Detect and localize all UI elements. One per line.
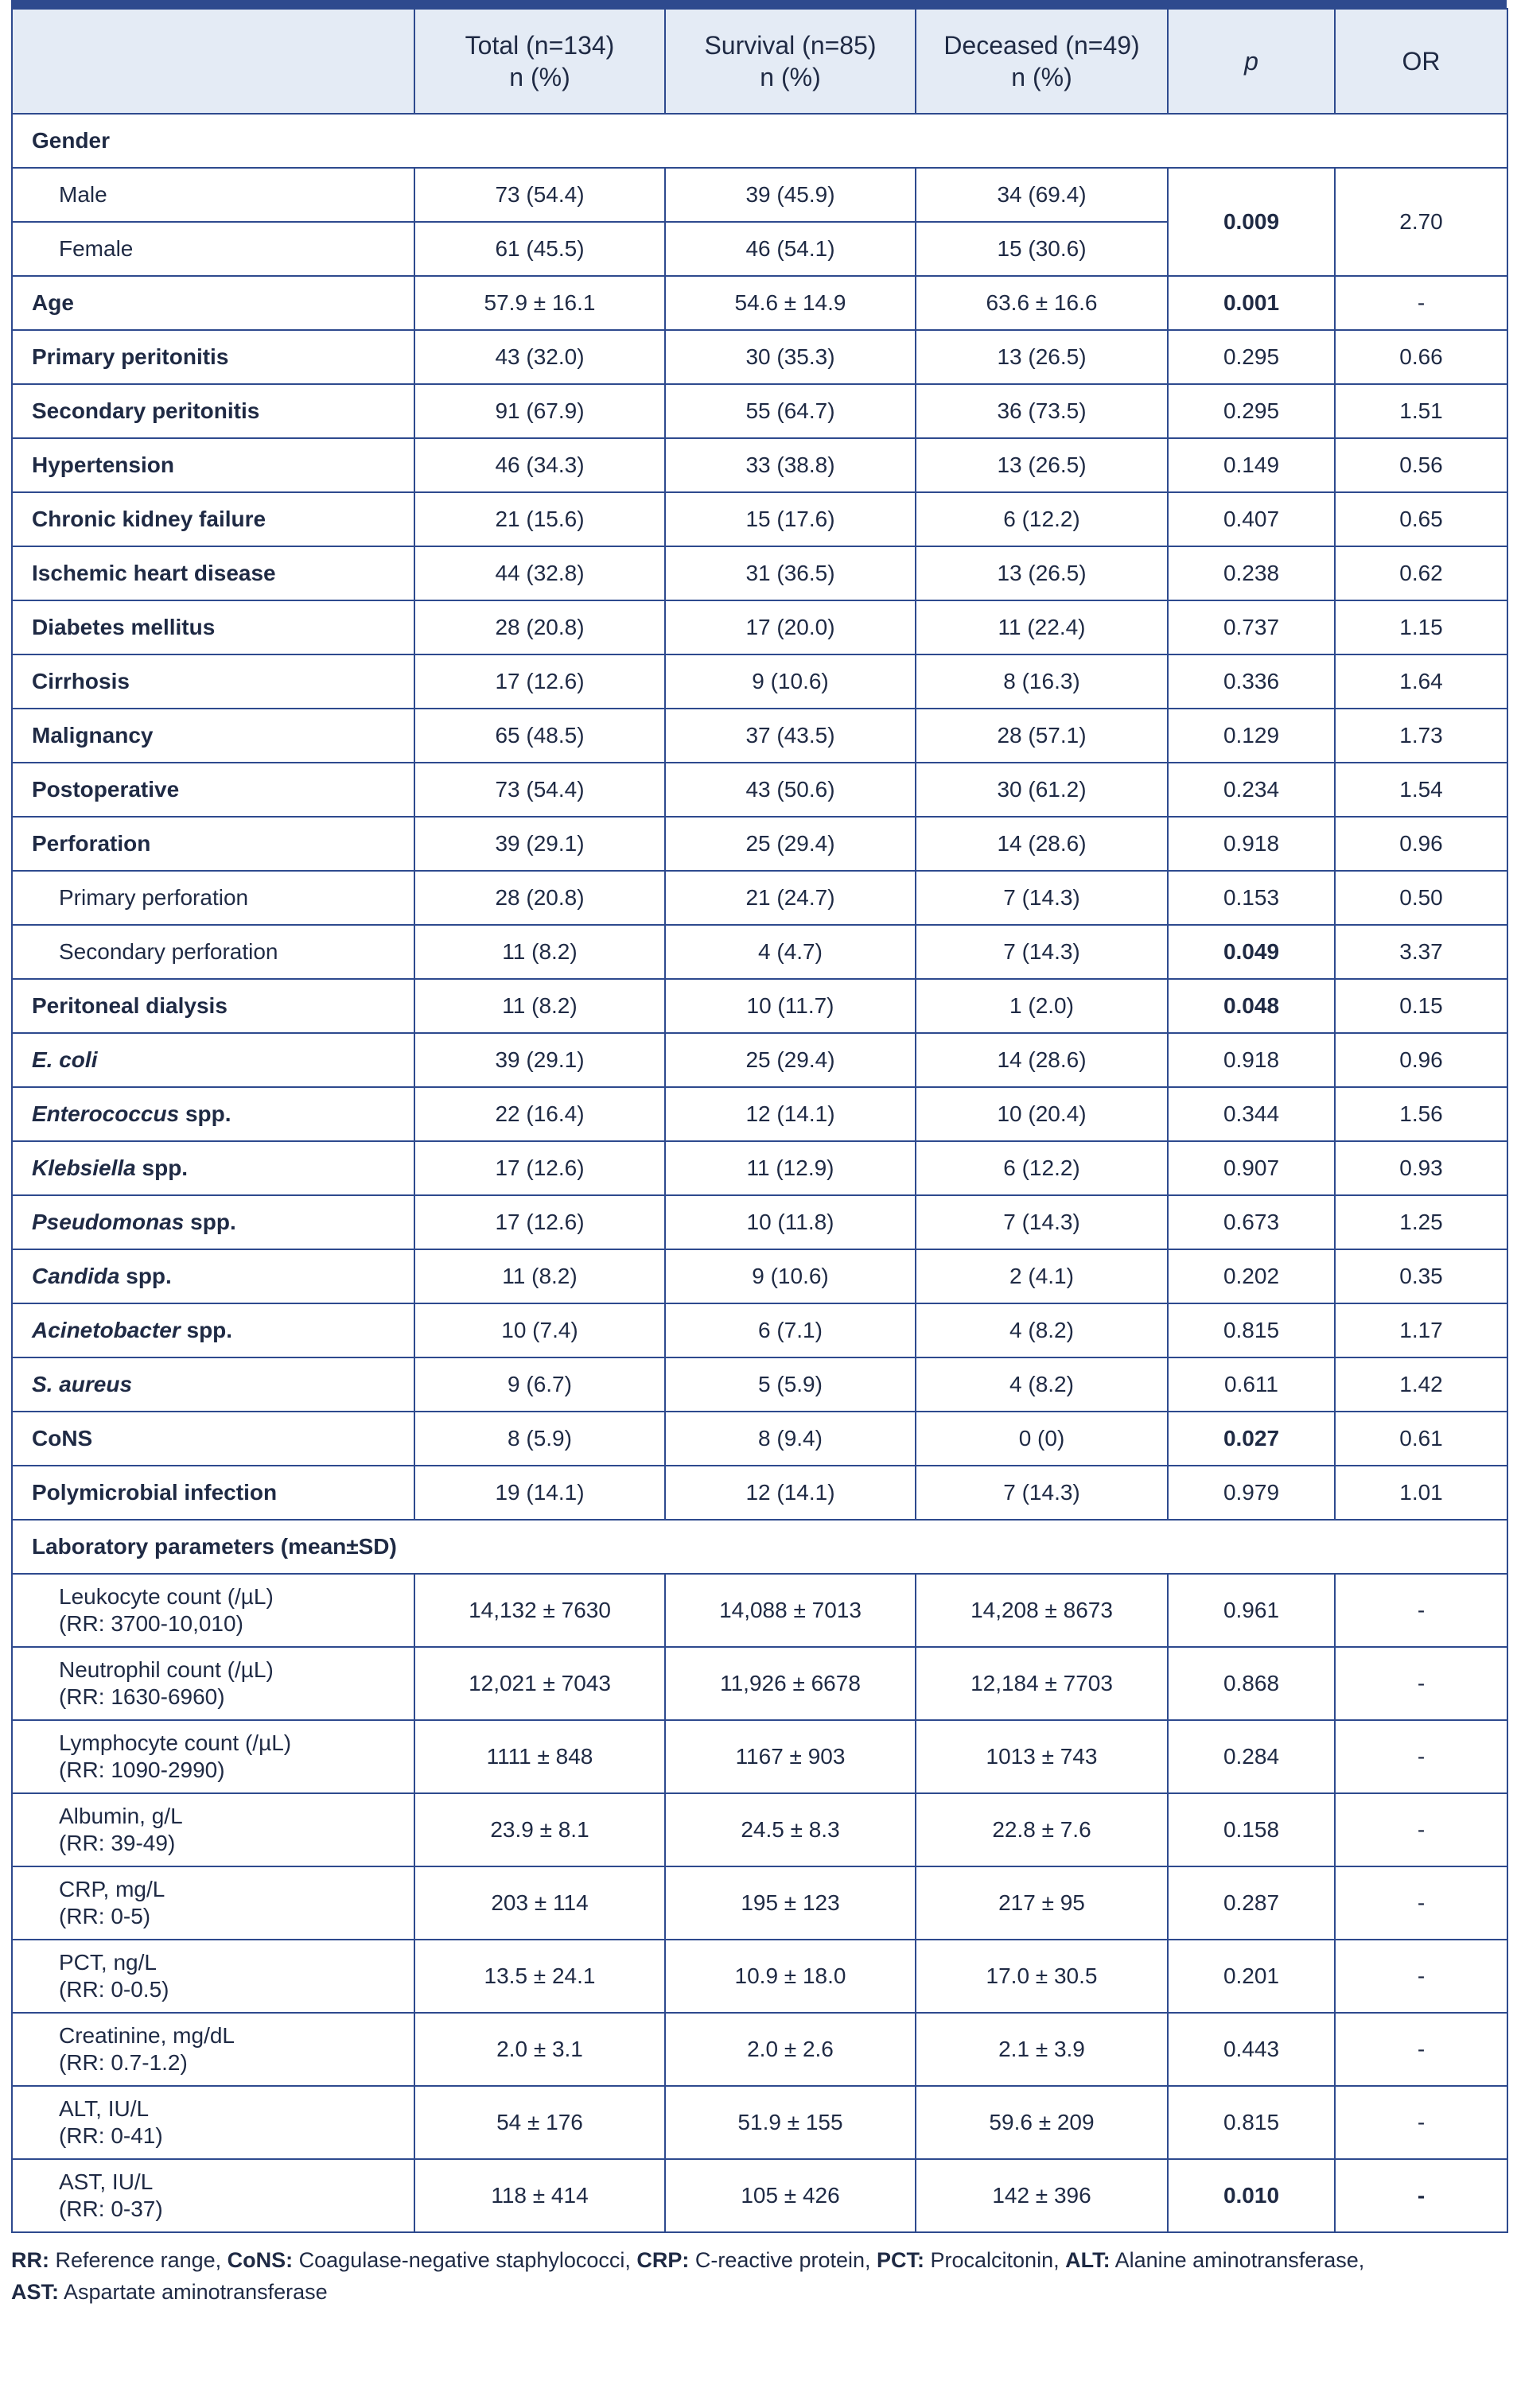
cell-deceased: 36 (73.5) [916,384,1168,438]
row-label: PCT, ng/L (RR: 0-0.5) [12,1940,414,2013]
table-row [12,1141,1507,1195]
table-row [12,2159,1507,2232]
table-row [12,276,1507,330]
row-label: Polymicrobial infection [12,1466,414,1520]
cell-or: 0.65 [1335,492,1507,546]
table-row [12,817,1507,871]
row-label: S. aureus [12,1357,414,1412]
cell-survival: 14,088 ± 7013 [665,1574,916,1647]
cell-total: 73 (54.4) [414,168,665,222]
cell-survival: 9 (10.6) [665,1249,916,1303]
table-row [12,1574,1507,1647]
cell-survival: 17 (20.0) [665,600,916,654]
cell-p: 0.009 [1168,168,1335,276]
row-label: Leukocyte count (/µL) (RR: 3700-10,010) [12,1574,414,1647]
row-label: Cirrhosis [12,654,414,709]
table-row [12,1412,1507,1466]
cell-or: 3.37 [1335,925,1507,979]
cell-p: 0.049 [1168,925,1335,979]
cell-deceased: 59.6 ± 209 [916,2086,1168,2159]
footnote: RR: Reference range, CoNS: Coagulase-negative staphylococci, CRP: C-reactive protein, PCT: Procalcitonin, ALT: Alanine aminotransferase, AST: Aspartate aminotransferase [11,2248,1365,2304]
cell-deceased: 8 (16.3) [916,654,1168,709]
cell-p: 0.284 [1168,1720,1335,1793]
cell-total: 54 ± 176 [414,2086,665,2159]
cell-or: 0.35 [1335,1249,1507,1303]
row-label: Neutrophil count (/µL) (RR: 1630-6960) [12,1647,414,1720]
row-label: Diabetes mellitus [12,600,414,654]
table-row [12,1249,1507,1303]
table-row [12,1940,1507,2013]
cell-deceased: 142 ± 396 [916,2159,1168,2232]
cell-survival: 25 (29.4) [665,1033,916,1087]
section-gender [12,114,1507,168]
cell-deceased: 2 (4.1) [916,1249,1168,1303]
cell-total: 46 (34.3) [414,438,665,492]
cell-p: 0.201 [1168,1940,1335,2013]
cell-deceased: 4 (8.2) [916,1303,1168,1357]
cell-p: 0.027 [1168,1412,1335,1466]
cell-survival: 31 (36.5) [665,546,916,600]
cell-total: 10 (7.4) [414,1303,665,1357]
cell-total: 203 ± 114 [414,1866,665,1940]
cell-p: 0.443 [1168,2013,1335,2086]
cell-deceased: 7 (14.3) [916,925,1168,979]
table-row [12,1303,1507,1357]
table-row [12,438,1507,492]
cell-total: 28 (20.8) [414,600,665,654]
cell-survival: 10 (11.8) [665,1195,916,1249]
row-label: Postoperative [12,763,414,817]
cell-survival: 46 (54.1) [665,222,916,276]
cell-or: 0.96 [1335,1033,1507,1087]
cell-total: 73 (54.4) [414,763,665,817]
cell-survival: 11 (12.9) [665,1141,916,1195]
row-label: Klebsiella spp. [12,1141,414,1195]
cell-deceased: 34 (69.4) [916,168,1168,222]
cell-or: 1.15 [1335,600,1507,654]
cell-total: 23.9 ± 8.1 [414,1793,665,1866]
header-or: OR [1335,9,1507,114]
cell-or: 1.25 [1335,1195,1507,1249]
cell-total: 19 (14.1) [414,1466,665,1520]
row-label: Secondary perforation [12,925,414,979]
cell-deceased: 14 (28.6) [916,817,1168,871]
cell-survival: 25 (29.4) [665,817,916,871]
cell-or: 1.73 [1335,709,1507,763]
cell-survival: 195 ± 123 [665,1866,916,1940]
cell-survival: 51.9 ± 155 [665,2086,916,2159]
cell-p: 0.979 [1168,1466,1335,1520]
row-label: CRP, mg/L (RR: 0-5) [12,1866,414,1940]
cell-p: 0.158 [1168,1793,1335,1866]
table-row [12,1793,1507,1866]
cell-or: 1.54 [1335,763,1507,817]
cell-or: 0.61 [1335,1412,1507,1466]
cell-or: 0.15 [1335,979,1507,1033]
table-row [12,1647,1507,1720]
cell-p: 0.234 [1168,763,1335,817]
table-row [12,1195,1507,1249]
cell-survival: 15 (17.6) [665,492,916,546]
row-label: Perforation [12,817,414,871]
cell-survival: 10 (11.7) [665,979,916,1033]
cell-total: 2.0 ± 3.1 [414,2013,665,2086]
cell-deceased: 17.0 ± 30.5 [916,1940,1168,2013]
cell-survival: 43 (50.6) [665,763,916,817]
cell-total: 44 (32.8) [414,546,665,600]
cell-survival: 1167 ± 903 [665,1720,916,1793]
cell-p: 0.961 [1168,1574,1335,1647]
cell-p: 0.238 [1168,546,1335,600]
row-label: Albumin, g/L (RR: 39-49) [12,1793,414,1866]
cell-total: 57.9 ± 16.1 [414,276,665,330]
header-row [12,9,1507,114]
cell-survival: 8 (9.4) [665,1412,916,1466]
cell-or: 1.56 [1335,1087,1507,1141]
cell-total: 9 (6.7) [414,1357,665,1412]
cell-survival: 55 (64.7) [665,384,916,438]
cell-or: 0.56 [1335,438,1507,492]
cell-total: 12,021 ± 7043 [414,1647,665,1720]
row-label: Primary peritonitis [12,330,414,384]
cell-survival: 6 (7.1) [665,1303,916,1357]
cell-deceased: 13 (26.5) [916,330,1168,384]
cell-survival: 4 (4.7) [665,925,916,979]
row-label: Ischemic heart disease [12,546,414,600]
table-row [12,2013,1507,2086]
cell-total: 43 (32.0) [414,330,665,384]
cell-p: 0.673 [1168,1195,1335,1249]
cell-or: - [1335,1866,1507,1940]
cell-total: 91 (67.9) [414,384,665,438]
cell-p: 0.153 [1168,871,1335,925]
cell-total: 11 (8.2) [414,1249,665,1303]
cell-p: 0.815 [1168,2086,1335,2159]
cell-survival: 21 (24.7) [665,871,916,925]
cell-survival: 39 (45.9) [665,168,916,222]
cell-p: 0.001 [1168,276,1335,330]
cell-survival: 2.0 ± 2.6 [665,2013,916,2086]
row-label: Secondary peritonitis [12,384,414,438]
cell-deceased: 7 (14.3) [916,871,1168,925]
cell-deceased: 7 (14.3) [916,1466,1168,1520]
cell-p: 0.149 [1168,438,1335,492]
cell-deceased: 7 (14.3) [916,1195,1168,1249]
cell-p: 0.907 [1168,1141,1335,1195]
cell-total: 118 ± 414 [414,2159,665,2232]
cell-or: 1.01 [1335,1466,1507,1520]
cell-deceased: 22.8 ± 7.6 [916,1793,1168,1866]
row-label: ALT, IU/L (RR: 0-41) [12,2086,414,2159]
cell-or: 1.64 [1335,654,1507,709]
cell-p: 0.129 [1168,709,1335,763]
cell-deceased: 6 (12.2) [916,1141,1168,1195]
cell-total: 11 (8.2) [414,979,665,1033]
cell-deceased: 13 (26.5) [916,438,1168,492]
cell-or: - [1335,1720,1507,1793]
cell-deceased: 1 (2.0) [916,979,1168,1033]
table-row [12,654,1507,709]
cell-total: 28 (20.8) [414,871,665,925]
cell-total: 14,132 ± 7630 [414,1574,665,1647]
row-label: Age [12,276,414,330]
row-label: Peritoneal dialysis [12,979,414,1033]
table-row [12,384,1507,438]
row-label: Chronic kidney failure [12,492,414,546]
table-row [12,546,1507,600]
cell-deceased: 28 (57.1) [916,709,1168,763]
table-row [12,709,1507,763]
cell-p: 0.868 [1168,1647,1335,1720]
cell-p: 0.202 [1168,1249,1335,1303]
cell-p: 0.611 [1168,1357,1335,1412]
cell-deceased: 1013 ± 743 [916,1720,1168,1793]
cell-total: 8 (5.9) [414,1412,665,1466]
cell-p: 0.336 [1168,654,1335,709]
cell-p: 0.295 [1168,384,1335,438]
table-row [12,979,1507,1033]
cell-total: 13.5 ± 24.1 [414,1940,665,2013]
table-row [12,330,1507,384]
cell-or: 0.50 [1335,871,1507,925]
cell-survival: 5 (5.9) [665,1357,916,1412]
row-label: E. coli [12,1033,414,1087]
cell-deceased: 2.1 ± 3.9 [916,2013,1168,2086]
cell-or: 1.42 [1335,1357,1507,1412]
cell-total: 39 (29.1) [414,1033,665,1087]
cell-or: 0.66 [1335,330,1507,384]
cell-or: - [1335,2159,1507,2232]
table-row [12,1866,1507,1940]
table-row [12,492,1507,546]
cell-survival: 33 (38.8) [665,438,916,492]
cell-p: 0.287 [1168,1866,1335,1940]
section-label: Gender [12,114,1507,168]
cell-deceased: 0 (0) [916,1412,1168,1466]
cell-deceased: 12,184 ± 7703 [916,1647,1168,1720]
cell-p: 0.918 [1168,817,1335,871]
cell-deceased: 217 ± 95 [916,1866,1168,1940]
table-row [12,1466,1507,1520]
cell-or: - [1335,2086,1507,2159]
row-label: Hypertension [12,438,414,492]
cell-or: - [1335,1574,1507,1647]
section-label: Laboratory parameters (mean±SD) [12,1520,1507,1574]
row-label: Enterococcus spp. [12,1087,414,1141]
row-label: Malignancy [12,709,414,763]
row-label: Pseudomonas spp. [12,1195,414,1249]
cell-p: 0.344 [1168,1087,1335,1141]
cell-or: 2.70 [1335,168,1507,276]
cell-deceased: 15 (30.6) [916,222,1168,276]
cell-or: - [1335,276,1507,330]
table-row [12,2086,1507,2159]
cell-total: 22 (16.4) [414,1087,665,1141]
table-row [12,925,1507,979]
cell-or: 0.93 [1335,1141,1507,1195]
cell-p: 0.295 [1168,330,1335,384]
top-rule [11,0,1507,8]
cell-total: 1111 ± 848 [414,1720,665,1793]
cell-or: - [1335,1793,1507,1866]
table-row [12,1087,1507,1141]
cell-p: 0.048 [1168,979,1335,1033]
table-row [12,1357,1507,1412]
row-label: CoNS [12,1412,414,1466]
cell-total: 17 (12.6) [414,1195,665,1249]
cell-or: 0.62 [1335,546,1507,600]
table-row [12,1033,1507,1087]
cell-deceased: 10 (20.4) [916,1087,1168,1141]
cell-deceased: 4 (8.2) [916,1357,1168,1412]
cell-deceased: 30 (61.2) [916,763,1168,817]
cell-survival: 24.5 ± 8.3 [665,1793,916,1866]
cell-total: 11 (8.2) [414,925,665,979]
data-table [11,8,1508,2233]
cell-or: 1.17 [1335,1303,1507,1357]
cell-or: - [1335,1940,1507,2013]
cell-total: 17 (12.6) [414,654,665,709]
cell-deceased: 11 (22.4) [916,600,1168,654]
cell-survival: 37 (43.5) [665,709,916,763]
header-deceased: Deceased (n=49) n (%) [916,9,1168,114]
cell-p: 0.010 [1168,2159,1335,2232]
cell-or: 0.96 [1335,817,1507,871]
cell-survival: 30 (35.3) [665,330,916,384]
row-label: AST, IU/L (RR: 0-37) [12,2159,414,2232]
cell-deceased: 63.6 ± 16.6 [916,276,1168,330]
cell-deceased: 14 (28.6) [916,1033,1168,1087]
cell-survival: 9 (10.6) [665,654,916,709]
row-label: Creatinine, mg/dL (RR: 0.7-1.2) [12,2013,414,2086]
header-survival: Survival (n=85) n (%) [665,9,916,114]
table-row [12,871,1507,925]
cell-total: 39 (29.1) [414,817,665,871]
row-label: Lymphocyte count (/µL) (RR: 1090-2990) [12,1720,414,1793]
table-container [11,0,1507,2308]
cell-or: - [1335,2013,1507,2086]
cell-total: 21 (15.6) [414,492,665,546]
cell-total: 17 (12.6) [414,1141,665,1195]
table-row [12,763,1507,817]
row-label: Primary perforation [12,871,414,925]
row-label: Candida spp. [12,1249,414,1303]
cell-deceased: 14,208 ± 8673 [916,1574,1168,1647]
cell-survival: 12 (14.1) [665,1466,916,1520]
header-total: Total (n=134) n (%) [414,9,665,114]
table-row [12,168,1507,222]
row-label: Acinetobacter spp. [12,1303,414,1357]
cell-deceased: 6 (12.2) [916,492,1168,546]
row-label: Male [12,168,414,222]
header-p: p [1168,9,1335,114]
cell-survival: 11,926 ± 6678 [665,1647,916,1720]
cell-deceased: 13 (26.5) [916,546,1168,600]
cell-p: 0.737 [1168,600,1335,654]
cell-total: 65 (48.5) [414,709,665,763]
cell-survival: 54.6 ± 14.9 [665,276,916,330]
cell-p: 0.407 [1168,492,1335,546]
cell-or: 1.51 [1335,384,1507,438]
row-label: Female [12,222,414,276]
cell-or: - [1335,1647,1507,1720]
section-laboratory [12,1520,1507,1574]
cell-total: 61 (45.5) [414,222,665,276]
cell-survival: 105 ± 426 [665,2159,916,2232]
cell-p: 0.918 [1168,1033,1335,1087]
cell-survival: 12 (14.1) [665,1087,916,1141]
table-row [12,1720,1507,1793]
cell-survival: 10.9 ± 18.0 [665,1940,916,2013]
table-row [12,600,1507,654]
header-blank [12,9,414,114]
cell-p: 0.815 [1168,1303,1335,1357]
